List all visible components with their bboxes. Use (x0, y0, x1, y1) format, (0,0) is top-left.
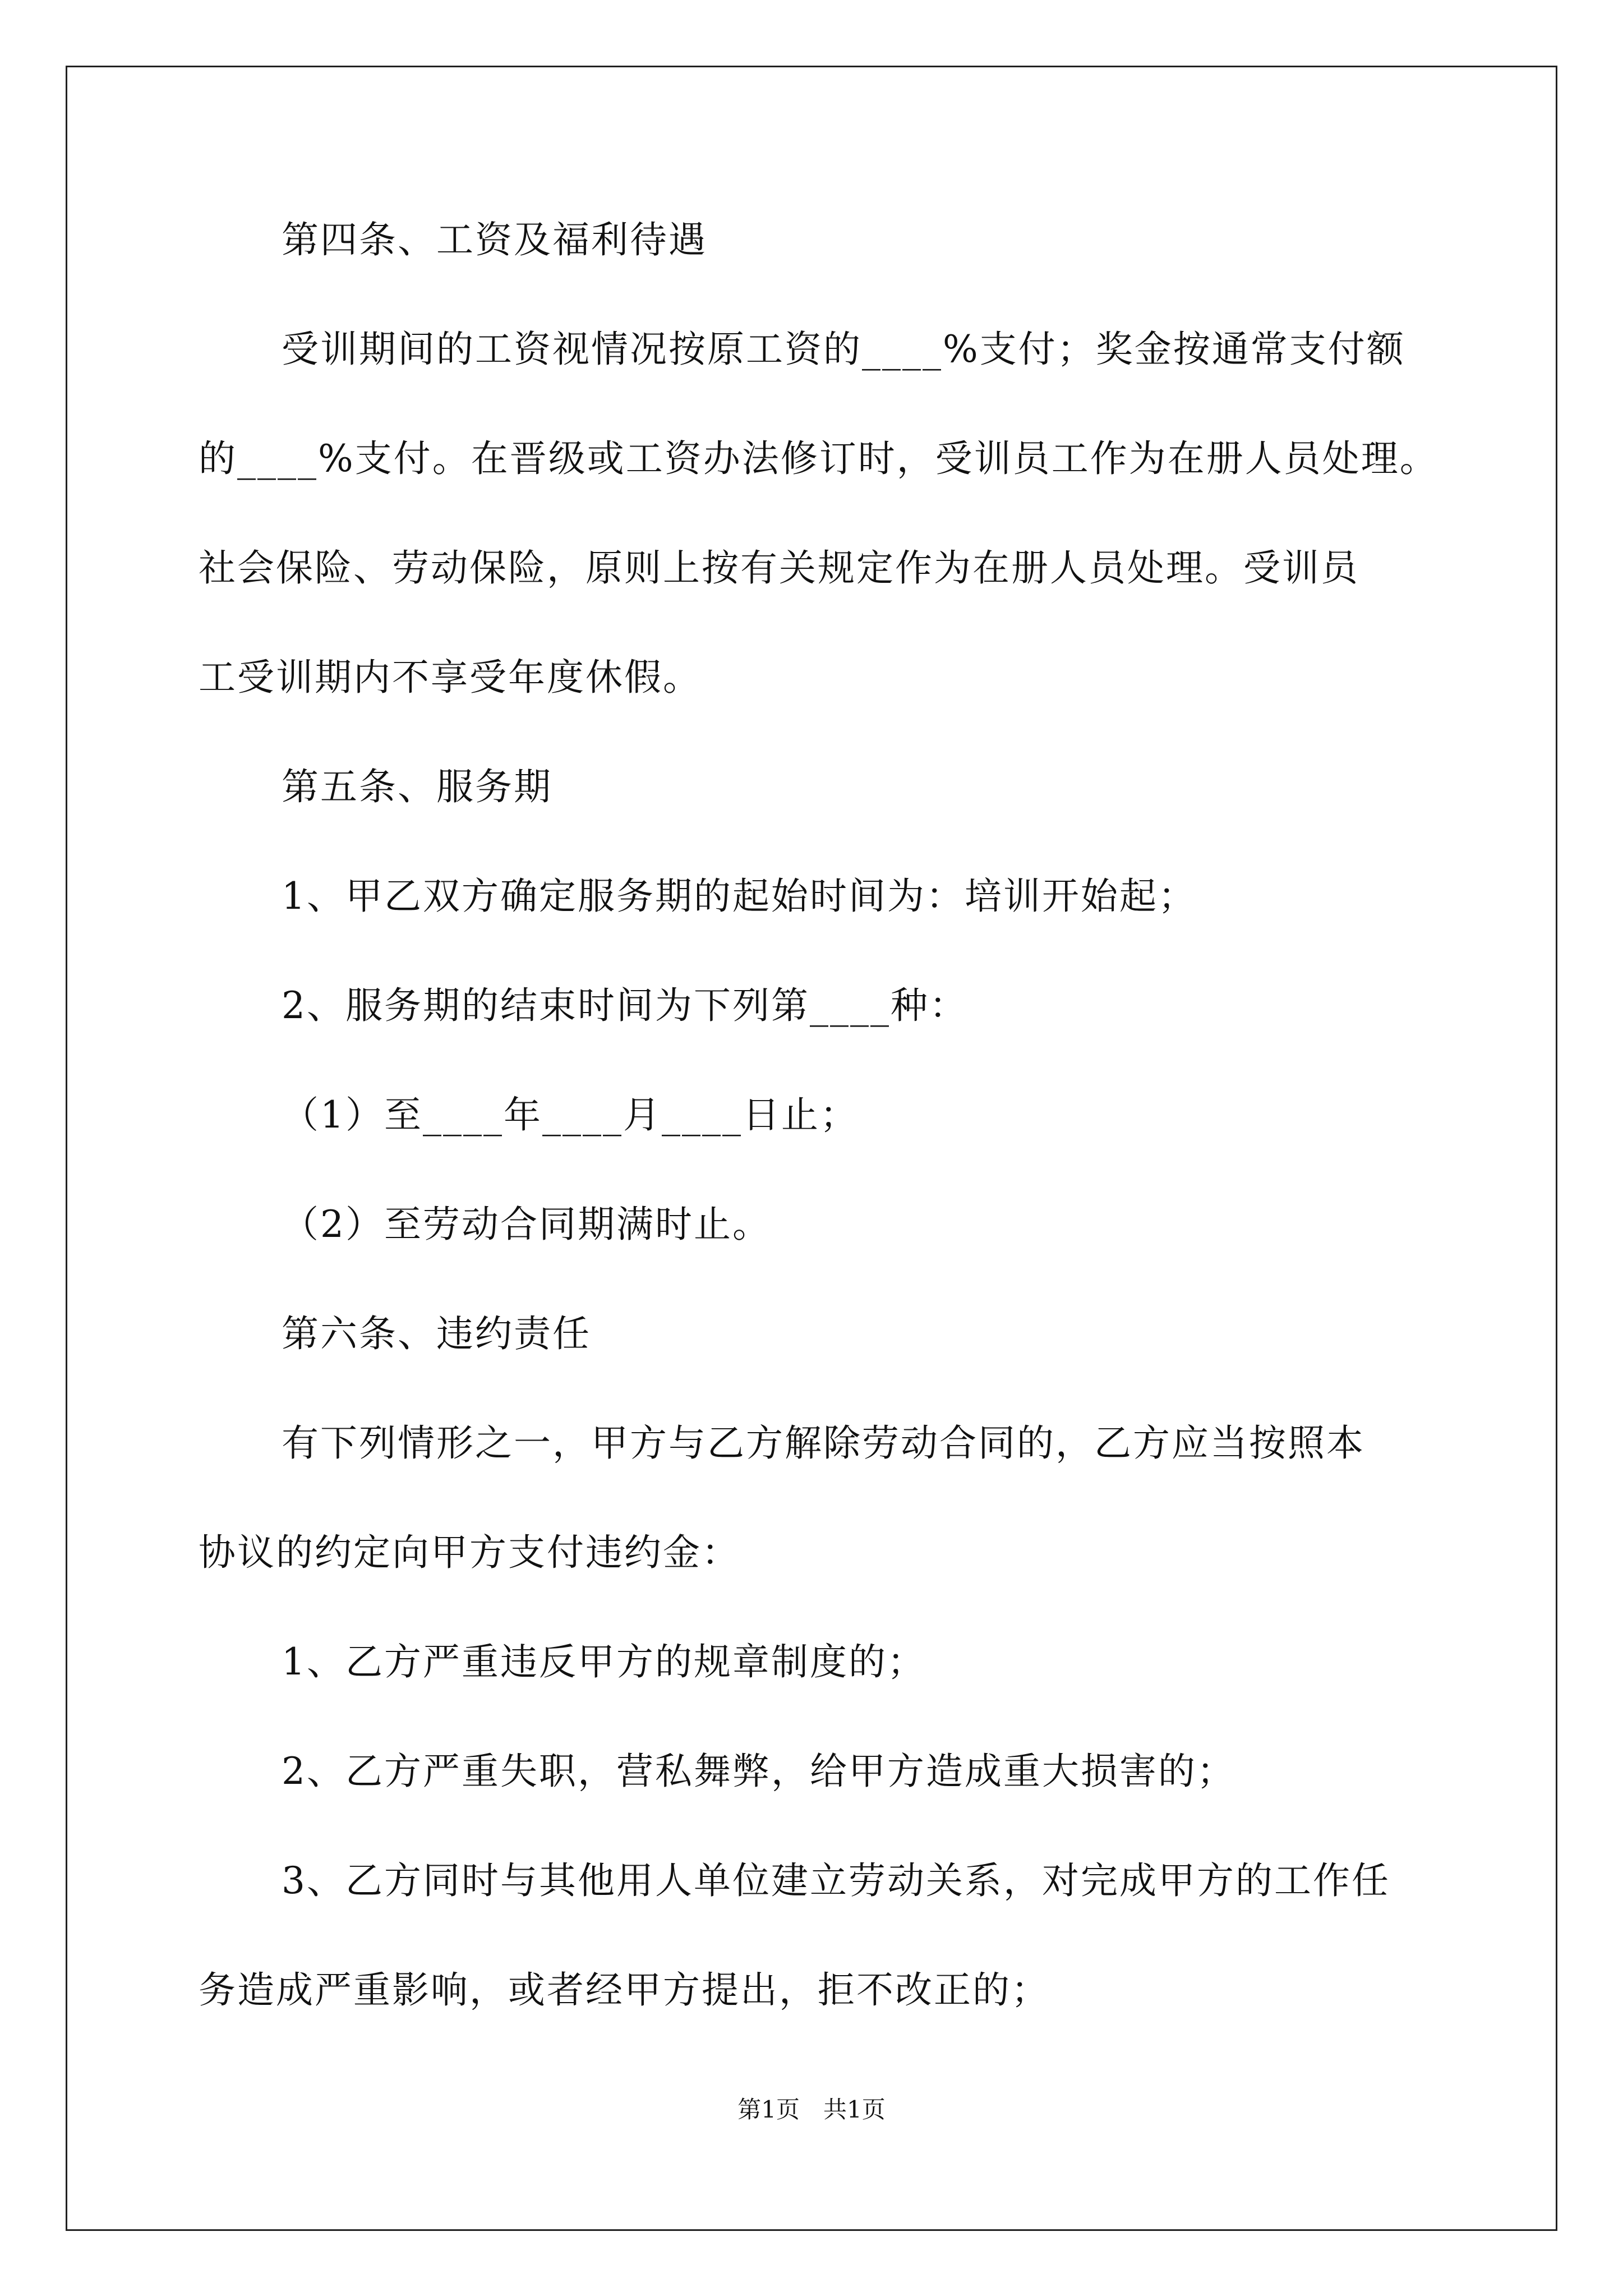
paragraph-line: 受训期间的工资视情况按原工资的____%支付；奖金按通常支付额 (282, 328, 1405, 371)
page-border (66, 66, 1557, 2231)
section-heading-article-5: 第五条、服务期 (282, 765, 552, 808)
list-item: 2、乙方严重失职，营私舞弊，给甲方造成重大损害的； (282, 1750, 1235, 1793)
paragraph-line: 有下列情形之一，甲方与乙方解除劳动合同的，乙方应当按照本 (282, 1421, 1365, 1465)
list-item: 1、乙方严重违反甲方的规章制度的； (282, 1640, 926, 1683)
section-heading-article-4: 第四条、工资及福利待遇 (282, 218, 707, 261)
list-item: 1、甲乙双方确定服务期的起始时间为：培训开始起； (282, 875, 1197, 918)
list-item: （1）至____年____月____日止； (282, 1093, 859, 1137)
list-item: 3、乙方同时与其他用人单位建立劳动关系，对完成甲方的工作任 (282, 1859, 1390, 1902)
list-item: 2、服务期的结束时间为下列第____种： (282, 984, 968, 1027)
list-item: （2）至劳动合同期满时止。 (282, 1203, 771, 1246)
paragraph-line: 协议的约定向甲方支付违约金： (199, 1531, 740, 1574)
paragraph-line: 社会保险、劳动保险，原则上按有关规定作为在册人员处理。受训员 (199, 546, 1359, 590)
section-heading-article-6: 第六条、违约责任 (282, 1312, 591, 1355)
paragraph-line: 务造成严重影响，或者经甲方提出，拒不改正的； (199, 1968, 1050, 2012)
paragraph-line: 工受训期内不享受年度休假。 (199, 656, 702, 699)
paragraph-line: 的____%支付。在晋级或工资办法修订时，受训员工作为在册人员处理。 (199, 437, 1438, 480)
page-number-footer: 第1页 共1页 (737, 2096, 886, 2123)
